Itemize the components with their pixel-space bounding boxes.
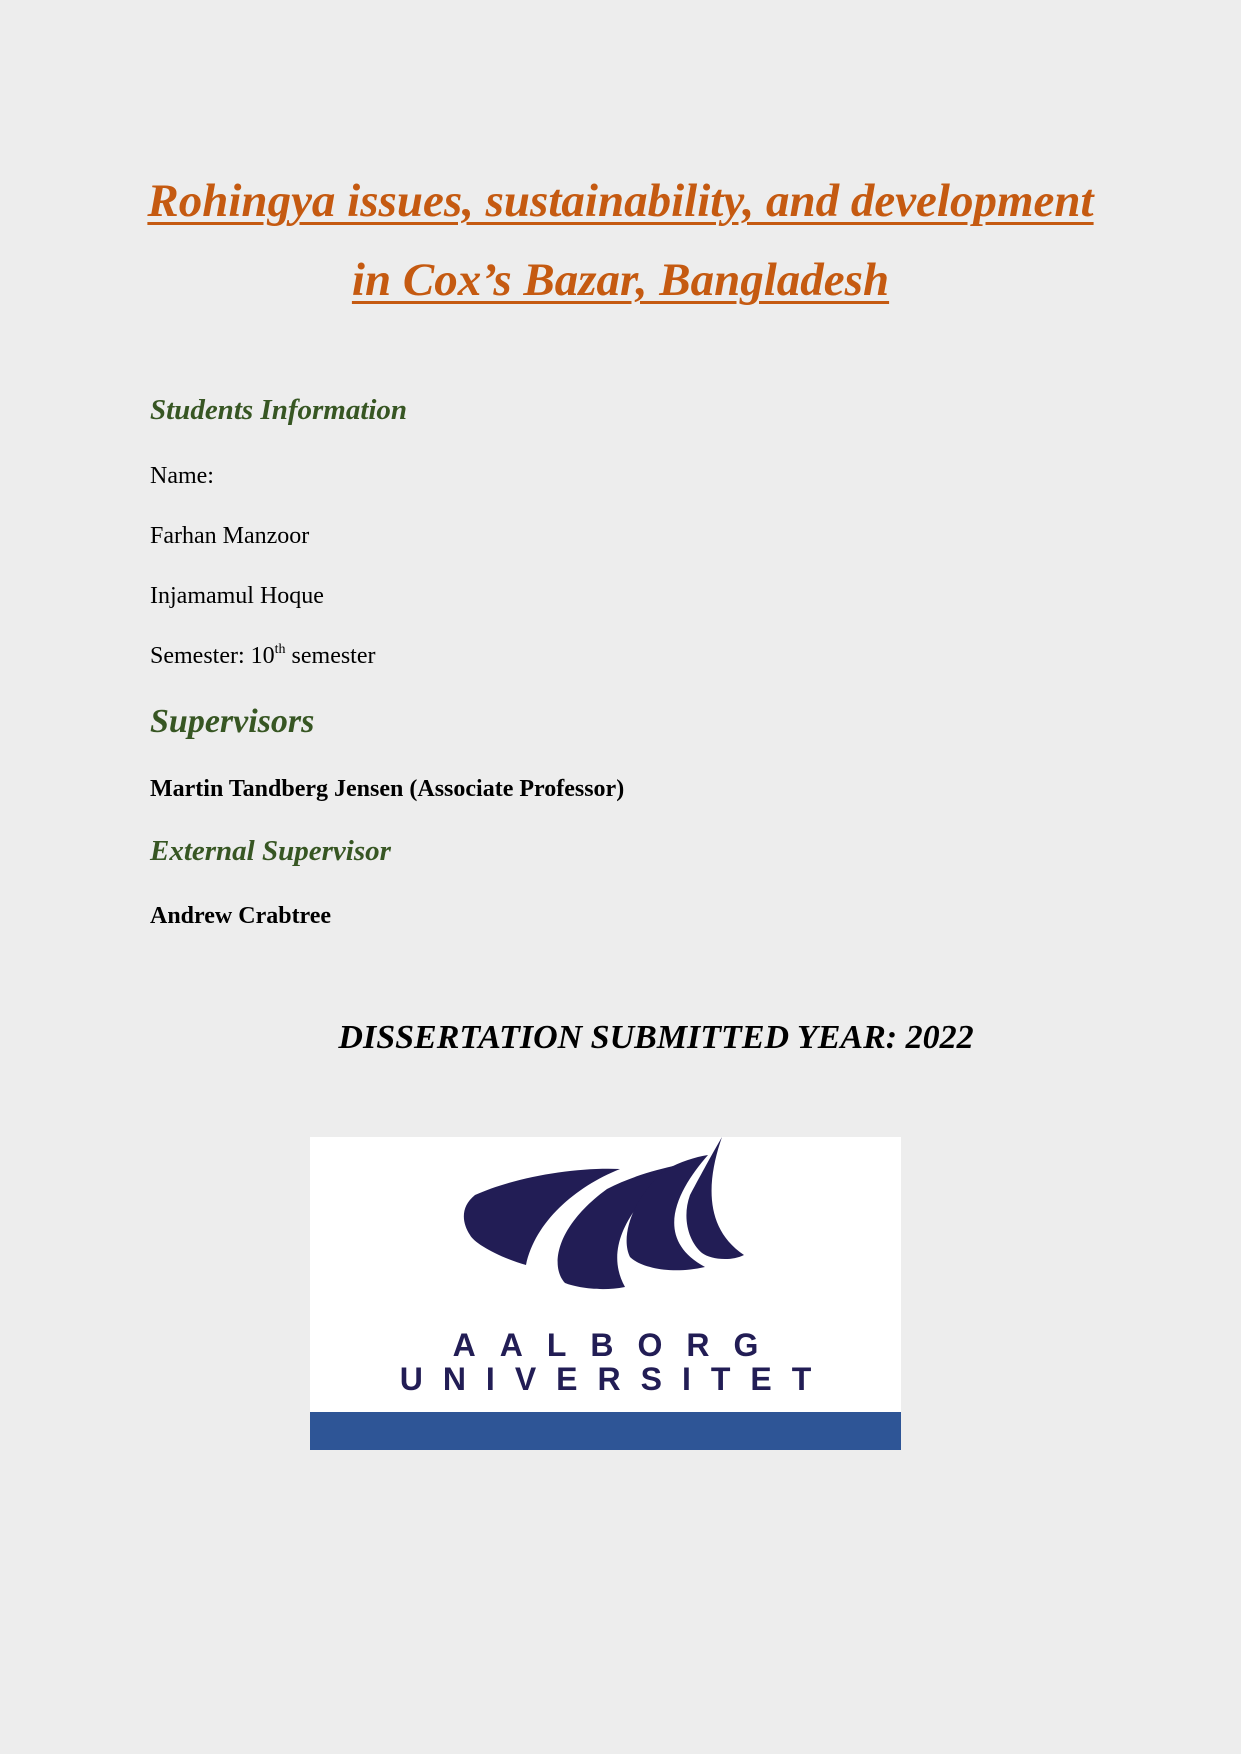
semester-ordinal-suffix: th [274,642,286,657]
student-name-2: Injamamul Hoque [150,583,324,609]
document-title-line-1 [0,175,1241,227]
logo-text-universitet: UNIVERSITET [399,1361,832,1397]
semester-prefix: Semester: 10 [150,643,275,669]
supervisor-name: Martin Tandberg Jensen [150,776,404,802]
supervisors-heading: Supervisors [150,703,315,740]
semester-line [150,643,376,668]
logo-text-aalborg: AALBORG [452,1327,783,1363]
students-heading: Students Information [150,394,408,426]
supervisor-line [150,777,624,801]
student-name-1: Farhan Manzoor [150,523,310,549]
semester-suffix: semester [285,643,376,669]
document-title-text-1: Rohingya issues, sustainability, and development [147,175,1094,227]
dissertation-year: DISSERTATION SUBMITTED YEAR: 2022 [338,1019,974,1056]
name-label: Name: [150,463,214,489]
document-title-text-2: in Cox’s Bazar, Bangladesh [351,254,890,306]
supervisor-role: (Associate Professor) [403,776,625,802]
external-supervisor-heading: External Supervisor [150,835,391,867]
document-title-line-2 [0,254,1241,306]
external-supervisor-name: Andrew Crabtree [150,903,332,929]
aalborg-waves-icon [310,1137,901,1327]
university-logo [310,1137,901,1450]
logo-band [310,1412,901,1450]
